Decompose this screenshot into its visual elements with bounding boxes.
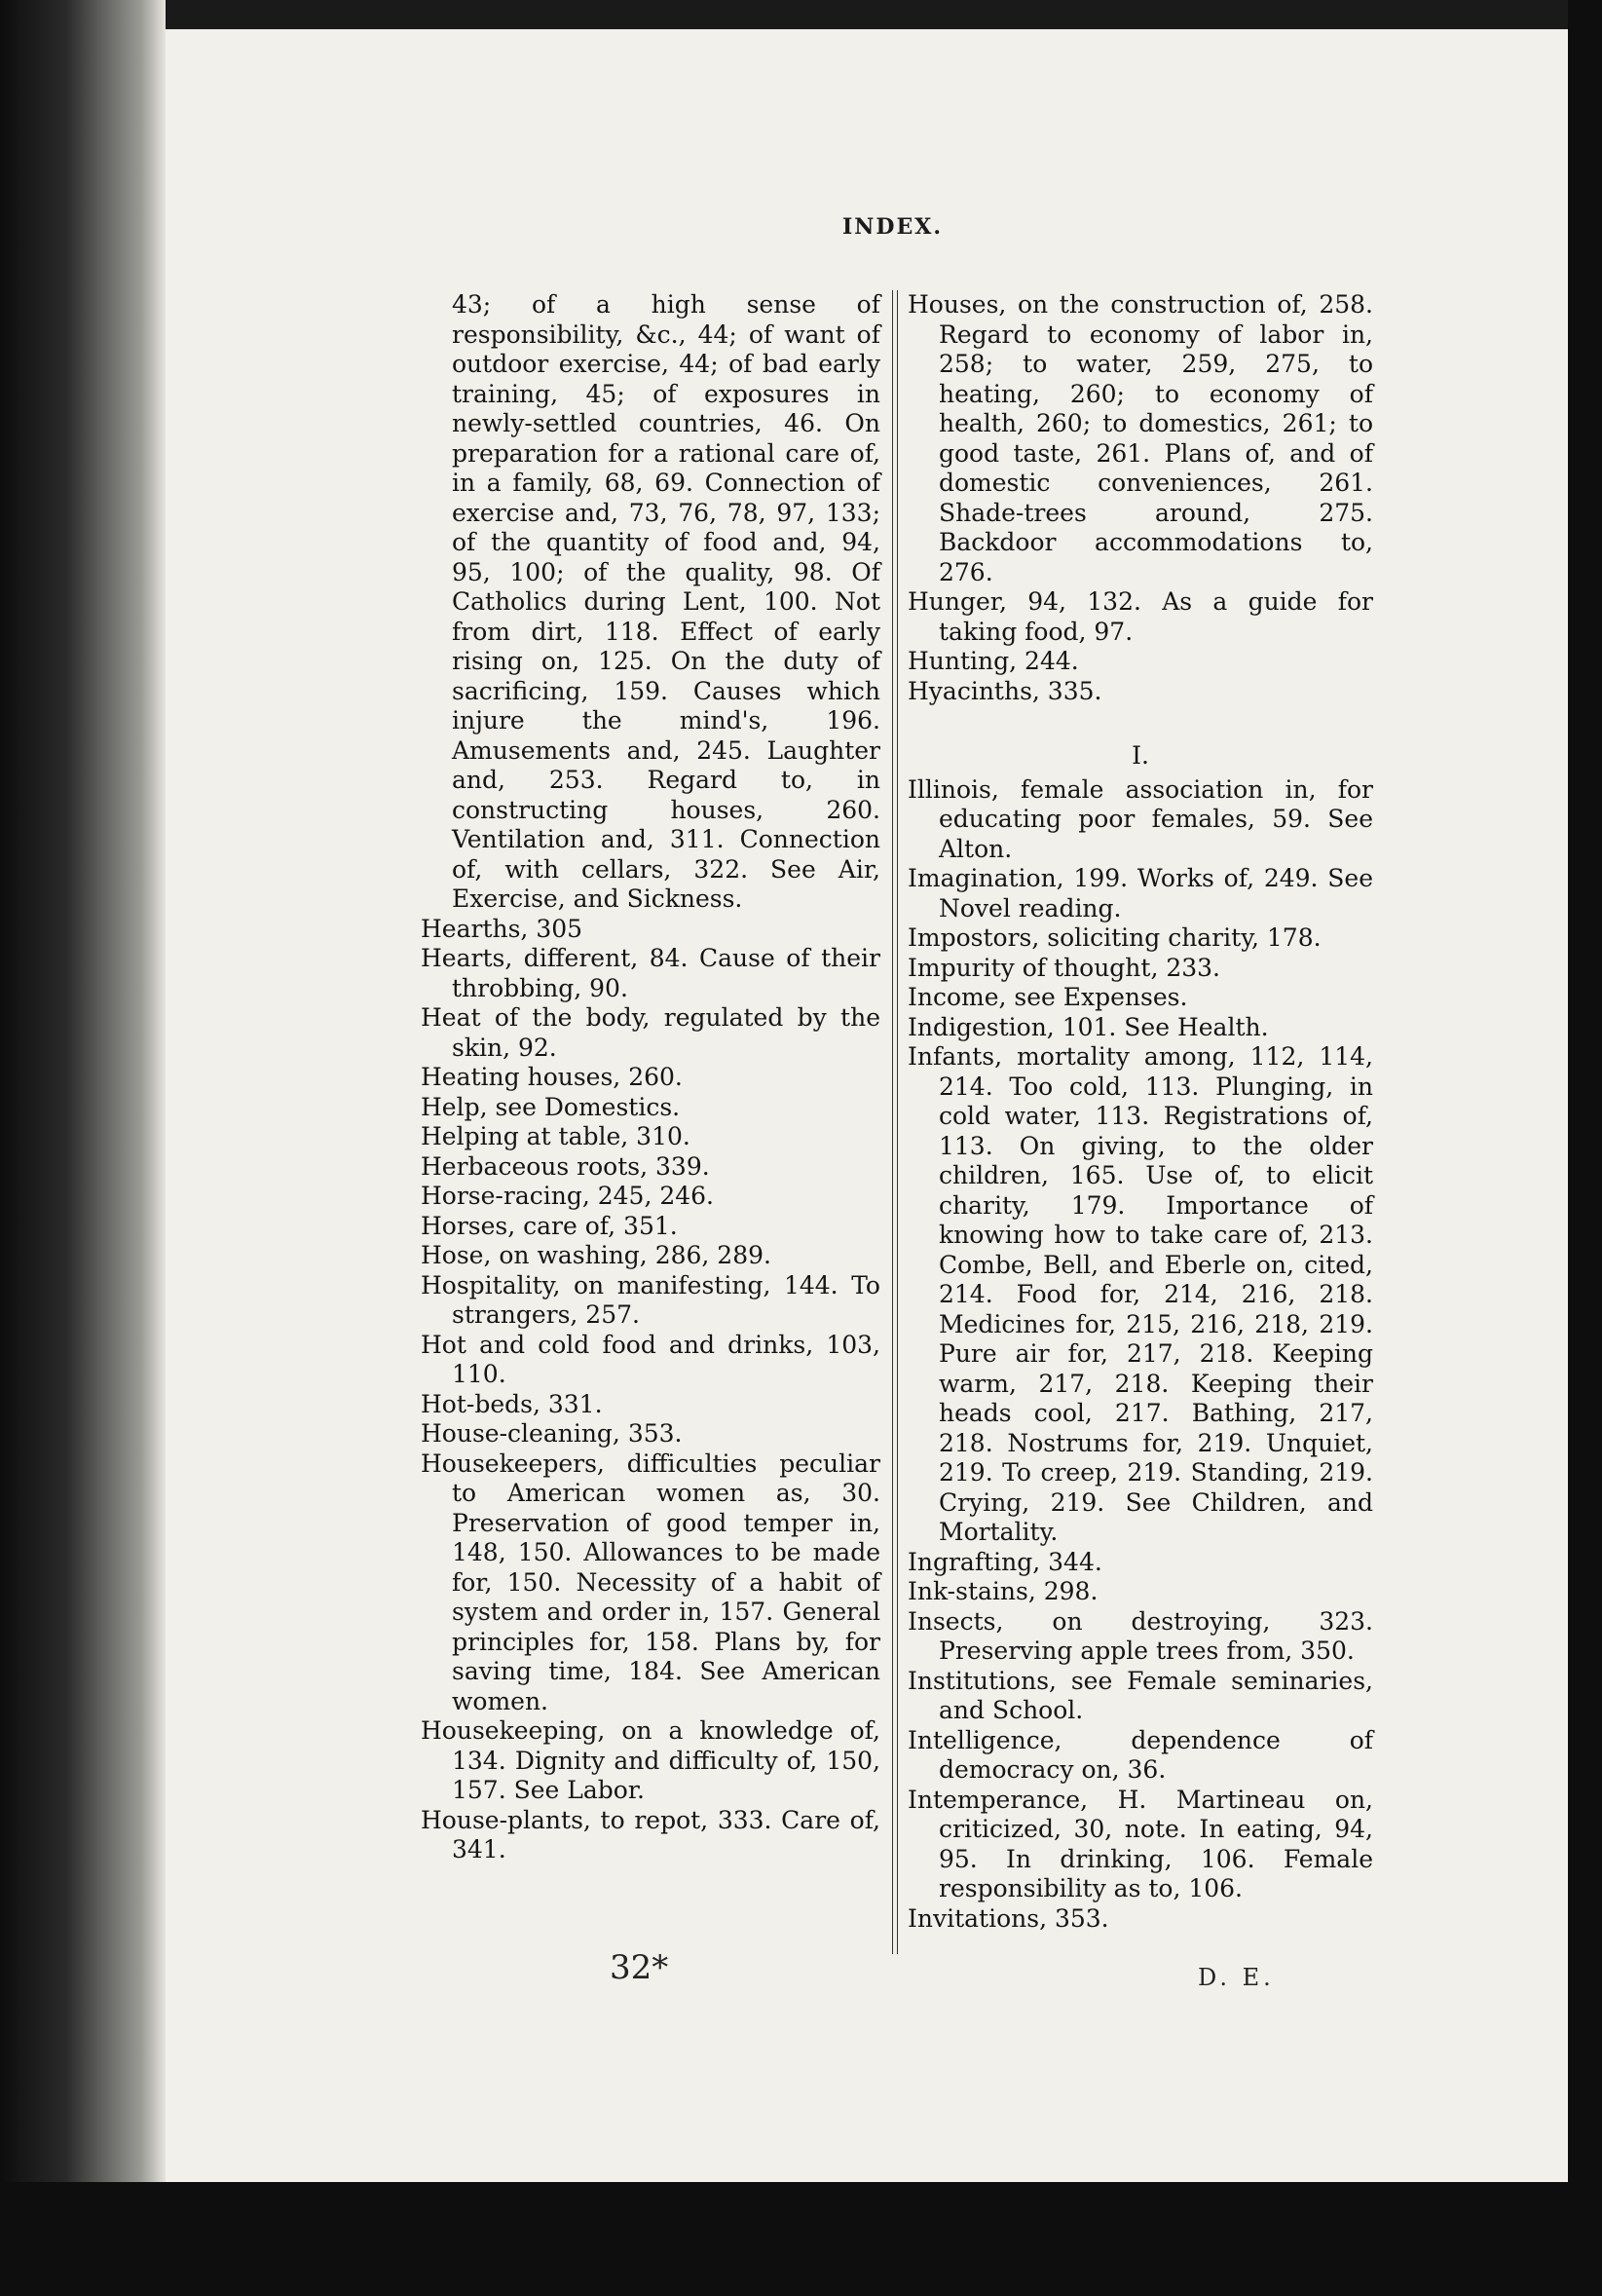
- index-entry: 43; of a high sense of responsibility, &c., 44; of want of outdoor exercise, 44; of bad early training, 45; of exposures in newly-settled countries, 46. On preparation for a rational care of, in a family, 68, 69. Connection of exercise and, 73, 76, 78, 97, 133; of the quantity of food and, 94, 95, 100; of the quality, 98. Of Catholics during Lent, 100. Not from dirt, 118. Effect of early rising on, 125. On the duty of sacrificing, 159. Causes which injure the mind's, 196. Amusements and, 245. Laughter and, 253. Regard to, in constructing houses, 260. Ventilation and, 311. Connection of, with cellars, 322. See Air, Exercise, and Sickness.: [452, 290, 880, 913]
- column-divider: [892, 290, 898, 1954]
- signature-mark: 32*: [610, 1948, 669, 1987]
- printer-mark: D. E.: [1198, 1964, 1275, 1991]
- index-column-left: [421, 290, 880, 1865]
- index-entry: Impostors, soliciting charity, 178.: [908, 923, 1322, 952]
- index-entry: Hearths, 305: [421, 914, 583, 943]
- index-entry: Ink-stains, 298.: [908, 1577, 1099, 1605]
- index-entry: Help, see Domestics.: [421, 1092, 681, 1121]
- index-entry: Imagination, 199. Works of, 249. See Novel reading.: [908, 864, 1373, 922]
- index-entry: Herbaceous roots, 339.: [421, 1151, 710, 1181]
- index-letter-heading: I.: [1132, 741, 1149, 770]
- index-entry: Illinois, female association in, for educating poor females, 59. See Alton.: [908, 774, 1373, 863]
- index-entry: Infants, mortality among, 112, 114, 214. Too cold, 113. Plunging, in cold water, 113. Registrations of, 113. On giving, to the older children, 165. Use of, to elicit charity, 179. Importance of knowing how to take care of, 213. Combe, Bell, and Eberle on, cited, 214. Food for, 214, 216, 218. Medicines for, 215, 216, 218, 219. Pure air for, 217, 218. Keeping warm, 217, 218. Keeping their heads cool, 217. Bathing, 217, 218. Nostrums for, 219. Unquiet, 219. To creep, 219. Standing, 219. Crying, 219. See Children, and Mortality.: [908, 1042, 1373, 1546]
- index-entry: Intemperance, H. Martineau on, criticized, 30, note. In eating, 94, 95. In drinking, 106. Female responsibility as to, 106.: [908, 1785, 1373, 1902]
- index-entry: Income, see Expenses.: [908, 983, 1188, 1011]
- index-entry: Indigestion, 101. See Health.: [908, 1012, 1269, 1041]
- index-entry: Heating houses, 260.: [421, 1063, 683, 1091]
- index-entry: Hunting, 244.: [908, 647, 1079, 675]
- scan-right-edge: [1568, 0, 1602, 2296]
- scan-left-shadow: [0, 0, 166, 2296]
- index-entry: Hot-beds, 331.: [421, 1389, 603, 1418]
- index-entry: House-plants, to repot, 333. Care of, 341.: [421, 1805, 880, 1863]
- index-entry: Hyacinths, 335.: [908, 676, 1102, 705]
- index-entry: House-cleaning, 353.: [421, 1419, 683, 1448]
- index-entry: Ingrafting, 344.: [908, 1547, 1102, 1576]
- index-entry: Hose, on washing, 286, 289.: [421, 1241, 771, 1269]
- index-entry: Horse-racing, 245, 246.: [421, 1182, 715, 1210]
- index-entry: Invitations, 353.: [908, 1903, 1109, 1933]
- index-entry: Hearts, different, 84. Cause of their throbbing, 90.: [421, 944, 880, 1002]
- index-entry: Institutions, see Female seminaries, and School.: [908, 1666, 1373, 1724]
- index-column-right: [908, 290, 1373, 1934]
- index-entry: Housekeeping, on a knowledge of, 134. Dignity and difficulty of, 150, 157. See Labor.: [421, 1716, 880, 1804]
- index-entry: Hospitality, on manifesting, 144. To strangers, 257.: [421, 1270, 880, 1329]
- index-entry: Hot and cold food and drinks, 103, 110.: [421, 1330, 880, 1388]
- page-title: INDEX.: [842, 214, 943, 240]
- index-entry: Impurity of thought, 233.: [908, 953, 1221, 982]
- index-entry: Housekeepers, difficulties peculiar to American women as, 30. Preservation of good temper in, 148, 150. Allowances to be made for, 150. Necessity of a habit of system and order in, 157. General principles for, 158. Plans by, for saving time, 184. See American women.: [421, 1449, 880, 1715]
- scan-bottom-edge: [0, 2182, 1602, 2296]
- index-entry: Heat of the body, regulated by the skin, 92.: [421, 1003, 880, 1062]
- index-entry: Houses, on the construction of, 258. Regard to economy of labor in, 258; to water, 259, 275, to heating, 260; to economy of health, 260; to domestics, 261; to good taste, 261. Plans of, and of domestic conveniences, 261. Shade-trees around, 275. Backdoor accommodations to, 276.: [908, 290, 1373, 586]
- index-entry: Insects, on destroying, 323. Preserving apple trees from, 350.: [908, 1606, 1373, 1665]
- index-entry: Hunger, 94, 132. As a guide for taking food, 97.: [908, 587, 1373, 646]
- index-entry: Intelligence, dependence of democracy on, 36.: [908, 1725, 1373, 1784]
- index-entry: Helping at table, 310.: [421, 1122, 690, 1150]
- index-entry: Horses, care of, 351.: [421, 1211, 678, 1240]
